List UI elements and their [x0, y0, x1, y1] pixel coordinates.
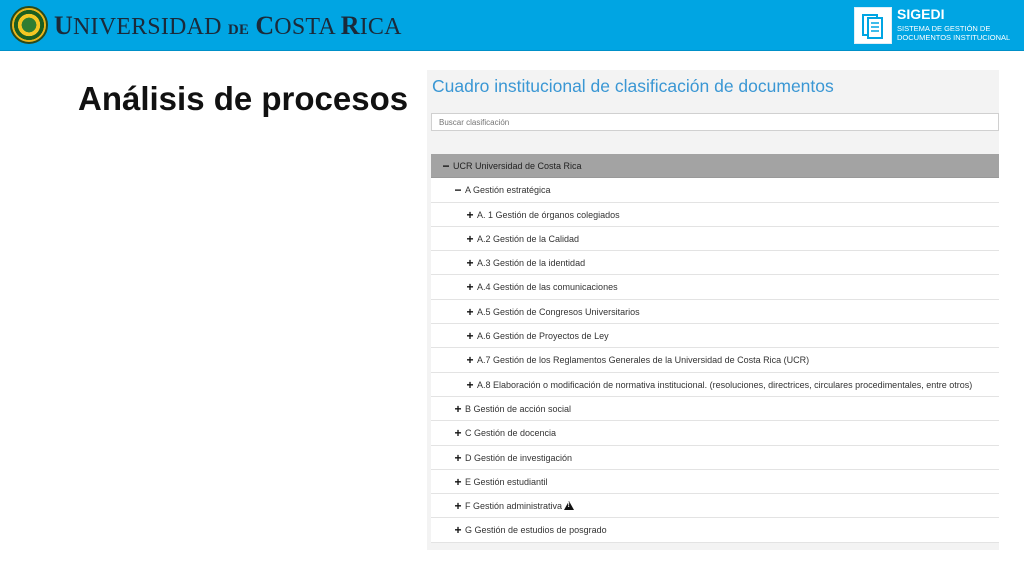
tree-node[interactable]: [431, 203, 999, 227]
expand-icon[interactable]: +: [466, 231, 474, 246]
tree-node-label[interactable]: D Gestión de investigación: [465, 452, 573, 463]
expand-icon[interactable]: +: [454, 474, 462, 489]
search-input[interactable]: [431, 113, 999, 131]
tree-root-node[interactable]: [431, 154, 999, 178]
tree-node[interactable]: [431, 275, 999, 299]
tree-node-label[interactable]: F Gestión administrativa!: [465, 494, 574, 518]
collapse-icon[interactable]: −: [454, 183, 462, 198]
expand-icon[interactable]: +: [466, 353, 474, 368]
tree-node[interactable]: [431, 178, 999, 202]
tree-node-label[interactable]: UCR Universidad de Costa Rica: [453, 161, 582, 171]
tree-node[interactable]: [431, 373, 999, 397]
warning-icon: [564, 501, 574, 510]
tree-node[interactable]: [431, 470, 999, 494]
tree-node[interactable]: [431, 348, 999, 372]
tree-node[interactable]: [431, 446, 999, 470]
tree-node-label[interactable]: G Gestión de estudios de posgrado: [465, 525, 607, 536]
expand-icon[interactable]: +: [466, 304, 474, 319]
tree-node[interactable]: [431, 421, 999, 445]
sigedi-subtitle: SISTEMA DE GESTIÓN DE DOCUMENTOS INSTITUCIONAL: [897, 24, 1011, 42]
expand-icon[interactable]: +: [454, 499, 462, 514]
slide-title: Análisis de procesos: [78, 80, 409, 117]
tree-node[interactable]: [431, 300, 999, 324]
classification-panel: [427, 70, 999, 550]
tree-node-label[interactable]: A.4 Gestión de las comunicaciones: [477, 282, 618, 293]
expand-icon[interactable]: +: [454, 426, 462, 441]
tree-node[interactable]: [431, 518, 999, 542]
expand-icon[interactable]: +: [466, 377, 474, 392]
expand-icon[interactable]: +: [454, 401, 462, 416]
expand-icon[interactable]: +: [466, 256, 474, 271]
panel-title: Cuadro institucional de clasificación de documentos: [432, 76, 834, 96]
collapse-icon[interactable]: −: [442, 159, 450, 173]
tree-node-label[interactable]: A.2 Gestión de la Calidad: [477, 233, 580, 244]
tree-node-label[interactable]: A.8 Elaboración o modificación de normativa institucional. (resoluciones, directrices, circulares procedimentales, entre otros): [477, 379, 973, 390]
sigedi-title: SIGEDI: [897, 6, 945, 22]
sigedi-logo-icon: [854, 7, 892, 44]
tree-node-label[interactable]: E Gestión estudiantil: [465, 476, 548, 487]
tree-node-label[interactable]: A. 1 Gestión de órganos colegiados: [477, 209, 620, 220]
tree-node-label[interactable]: C Gestión de docencia: [465, 428, 557, 439]
tree-node-label[interactable]: B Gestión de acción social: [465, 403, 572, 414]
tree-node-label[interactable]: A.5 Gestión de Congresos Universitarios: [477, 306, 640, 317]
tree-node-label[interactable]: A.6 Gestión de Proyectos de Ley: [477, 331, 609, 342]
ucr-seal-logo: [10, 6, 48, 44]
tree-node[interactable]: [431, 397, 999, 421]
expand-icon[interactable]: +: [454, 523, 462, 538]
tree-node[interactable]: [431, 227, 999, 251]
tree-node-label[interactable]: A Gestión estratégica: [465, 185, 551, 196]
expand-icon[interactable]: +: [466, 329, 474, 344]
tree-node[interactable]: [431, 494, 999, 518]
expand-icon[interactable]: +: [466, 207, 474, 222]
classification-tree: [431, 154, 999, 543]
university-name: UNIVERSIDAD DE COSTA RICA: [54, 11, 402, 40]
header-bar: [0, 0, 1024, 51]
tree-node-label[interactable]: A.7 Gestión de los Reglamentos Generales de la Universidad de Costa Rica (UCR): [477, 355, 810, 366]
tree-node[interactable]: [431, 324, 999, 348]
tree-node[interactable]: [431, 251, 999, 275]
expand-icon[interactable]: +: [454, 450, 462, 465]
expand-icon[interactable]: +: [466, 280, 474, 295]
tree-node-label[interactable]: A.3 Gestión de la identidad: [477, 258, 586, 269]
